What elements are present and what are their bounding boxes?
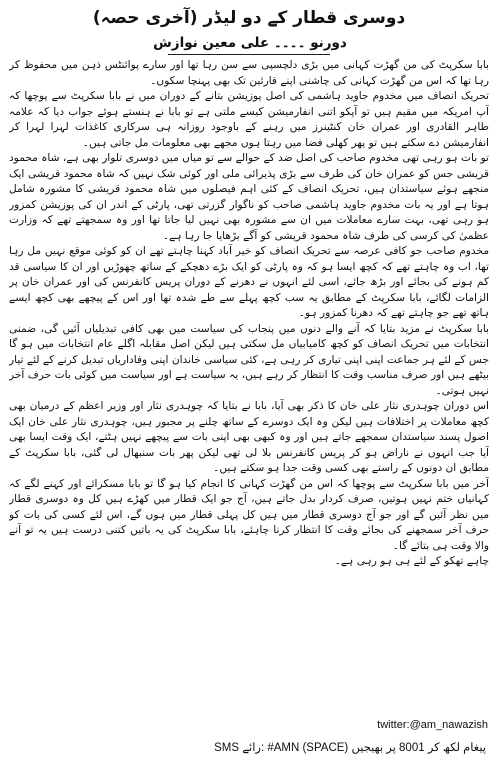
paragraph: بابا سکرپٹ کی من گھڑت کہانی میں بڑی دلچسپی سے سن رہا تھا اور سارے پوائنٹس ذہن میں محفوظ کر رہا تھا کہ اس من گھڑت کہانی کی چاشنی اپنے قارئین تک بھی پہنچا سکوں۔ — [9, 59, 489, 87]
paragraph: چاہے تھکو کے لئے ہی ہو رہی ہے۔ — [334, 555, 489, 567]
sms-feedback-line: SMS رائے: #AMN (SPACE) پیغام لکھ کر 8001 پر بھیجیں — [214, 742, 486, 754]
twitter-handle: twitter:@am_nawazish — [377, 719, 488, 731]
article-body — [9, 58, 489, 698]
paragraph: مخدوم صاحب جو کافی عرصہ سے تحریک انصاف کو خیر آباد کہنا چاہتے تھے ان کو کوئی موقع نہیں مل رہا تھا، اب وہ چاہتے تھے کہ کچھ ایسا ہو کہ وہ پارٹی کو ایک بڑے دھچکے کے ساتھ چھوڑیں اور ان کا سیاسی قد کم ہونے کی بجائے اور بڑھ جائے، اسی لئے انہوں نے دھرنے کے دوران پریس کانفرنس کی اور عمران خان پر الزامات لگائے، بابا سکرپٹ کے مطابق یہ سب کچھ پہلے سے طے شدہ تھا اور اس کے پیچھے بھی کچھ ایسے ہاتھ تھے جو چاہتے تھے کہ دھرنا کمزور ہو۔ — [9, 245, 489, 319]
paragraph: آخر میں بابا سکرپٹ سے پوچھا کہ اس من گھڑت کہانی کا انجام کیا ہو گا تو بابا مسکرائے اور کہنے لگے کہ کہانیاں ختم نہیں ہوتیں، صرف کردار بدل جاتے ہیں، آج جو ایک قطار میں کھڑے ہیں کل وہ دوسری قطار میں نظر آئیں گے اور جو آج دوسری قطار میں ہیں کل پہلی قطار میں ہوں گے، اس لئے کسی کی بات کو حرف آخر سمجھنے کی بجائے وقت کا انتظار کرنا چاہئے، بابا سکرپٹ کی یہ باتیں کتنی درست ہیں یہ تو آنے والا وقت ہی بتائے گا۔ — [9, 477, 489, 552]
byline: دورنو ۔۔۔۔ علی معین نوازش — [153, 35, 347, 51]
byline-underline — [168, 54, 330, 55]
paragraph: اس دوران چوہدری نثار علی خان کا ذکر بھی آیا، بابا نے بتایا کہ چوہدری نثار اور وزیر اعظم کے درمیان بھی کچھ معاملات پر اختلافات ہیں لیکن وہ ایک دوسرے کے ساتھ چلنے پر مجبور ہیں، چوہدری نثار علی خان ایک اصول پسند سیاستدان سمجھے جاتے ہیں اور وہ کبھی بھی اپنی بات سے پیچھے نہیں ہٹتے، ایک وقت ایسا بھی آیا جب انہوں نے ناراض ہو کر پریس کانفرنس بلا لی تھی لیکن پھر بات سنبھال لی گئی، بابا سکرپٹ کے مطابق ان دونوں کے راستے بھی کسی وقت جدا ہو سکتے ہیں۔ — [9, 400, 489, 474]
paragraph: تحریک انصاف میں مخدوم جاوید ہاشمی کی اصل پوزیشن بتانے کے دوران میں نے بابا سکرپٹ سے پوچھا کہ آپ امریکہ میں مقیم ہیں تو آپکو اتنی انفارمیشن کیسے ملتی ہے تو بابا نے ہنستے ہوئے جواب دیا کہ علامہ طاہر القادری اور عمران خان کنٹینرز میں رہنے کے باوجود روزانہ ہی سرکاری کاغذات لہرا لہرا کر انفارمیشن دے سکتے ہیں تو پھر کھلی فضا میں رہتا ہوں مجھے بھی معلومات مل جاتی ہیں۔ — [9, 90, 489, 149]
paragraph: تو بات ہو رہی تھی مخدوم صاحب کی اصل ضد کے حوالے سے تو میاں میں دوسری تلوار بھی ہے، شاہ محمود قریشی جس کو عمران خان کی طرف سے بڑی پذیرائی ملی اور کوئی شک نہیں کہ شاہ محمود قریشی ایک منجھے ہوئے سیاستدان ہیں، تحریک انصاف کے کئی اہم فیصلوں میں شاہ محمود قریشی کا مشورہ شامل ہوتا ہے اور یہ بات مخدوم جاوید ہاشمی صاحب کو ناگوار گزرتی تھی، پارٹی کے اندر ان کی پوزیشن کمزور ہو رہی تھی، بہت سارے معاملات میں ان سے مشورہ بھی نہیں لیا جاتا تھا اور وہ سمجھتے تھے کہ وزارت عظمیٰ کی کرسی کی طرف شاہ محمود قریشی کو آگے بڑھایا جا رہا ہے۔ — [9, 152, 489, 242]
paragraph: بابا سکرپٹ نے مزید بتایا کہ آنے والے دنوں میں پنجاب کی سیاست میں بھی کافی تبدیلیاں آئیں گی، ضمنی انتخابات میں تحریک انصاف کو کچھ کامیابیاں مل سکتی ہیں لیکن اصل مقابلہ اگلے عام انتخابات میں ہو گا جس کے لئے ہر جماعت اپنی اپنی تیاری کر رہی ہے، کئی سیاسی خاندان اپنی وفاداریاں تبدیل کرنے کے لئے تیار بیٹھے ہیں اور صرف مناسب وقت کا انتظار کر رہے ہیں، یہ سیاست ہے اور سیاست میں کوئی بات حرف آخر نہیں ہوتی۔ — [9, 322, 489, 397]
article-title: دوسری قطار کے دو لیڈر (آخری حصہ) — [92, 8, 406, 28]
